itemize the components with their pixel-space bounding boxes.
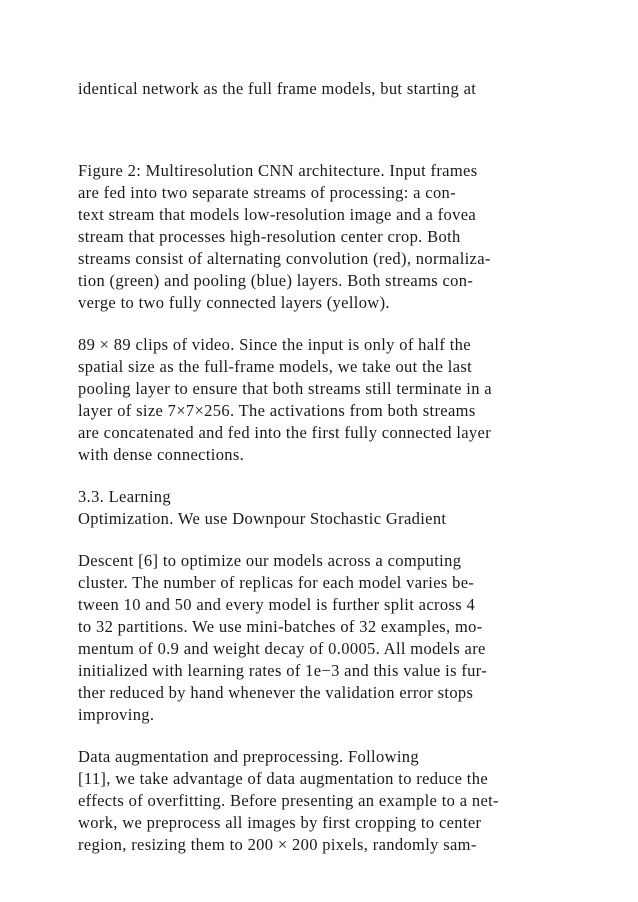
caption-line: streams consist of alternating convolution (red), normaliza- — [78, 249, 491, 268]
caption-line: tion (green) and pooling (blue) layers. Both streams con- — [78, 271, 474, 290]
caption-line: verge to two fully connected layers (yellow). — [78, 293, 390, 312]
caption-line: text stream that models low-resolution image and a fovea — [78, 205, 477, 224]
paragraph-line: pooling layer to ensure that both streams still terminate in a — [78, 379, 492, 398]
paragraph-line: to 32 partitions. We use mini-batches of 32 examples, mo- — [78, 617, 483, 636]
paragraph-line: initialized with learning rates of 1e−3 and this value is fur- — [78, 661, 488, 680]
paragraph-line: 89 × 89 clips of video. Since the input is only of half the — [78, 335, 471, 354]
paragraph-line: region, resizing them to 200 × 200 pixels, randomly sam- — [78, 835, 477, 854]
caption-line: Figure 2: Multiresolution CNN architecture. Input frames — [78, 161, 478, 180]
paragraph-line: cluster. The number of replicas for each model varies be- — [78, 573, 475, 592]
paragraph-line: improving. — [78, 705, 155, 724]
paragraph-line: ther reduced by hand whenever the validation error stops — [78, 683, 474, 702]
paragraph-line: Data augmentation and preprocessing. Following — [78, 747, 419, 766]
paragraph-line: layer of size 7×7×256. The activations from both streams — [78, 401, 476, 420]
paragraph-line: spatial size as the full-frame models, we take out the last — [78, 357, 473, 376]
caption-line: stream that processes high-resolution center crop. Both — [78, 227, 461, 246]
paragraph-line: are concatenated and fed into the first fully connected layer — [78, 423, 492, 442]
paragraph-line: [11], we take advantage of data augmentation to reduce the — [78, 769, 489, 788]
optimization-heading: Optimization. We use Downpour Stochastic Gradient — [78, 509, 447, 528]
paragraph-line: tween 10 and 50 and every model is further split across 4 — [78, 595, 476, 614]
paragraph-line: mentum of 0.9 and weight decay of 0.0005. All models are — [78, 639, 486, 658]
paragraph-line: effects of overfitting. Before presenting an example to a net- — [78, 791, 499, 810]
caption-line: are fed into two separate streams of processing: a con- — [78, 183, 456, 202]
paragraph-line: work, we preprocess all images by first cropping to center — [78, 813, 482, 832]
paragraph-line: with dense connections. — [78, 445, 245, 464]
paragraph-line: Descent [6] to optimize our models across a computing — [78, 551, 462, 570]
text-line-top-fragment: identical network as the full frame models, but starting at — [78, 79, 477, 98]
section-heading: 3.3. Learning — [78, 487, 171, 506]
